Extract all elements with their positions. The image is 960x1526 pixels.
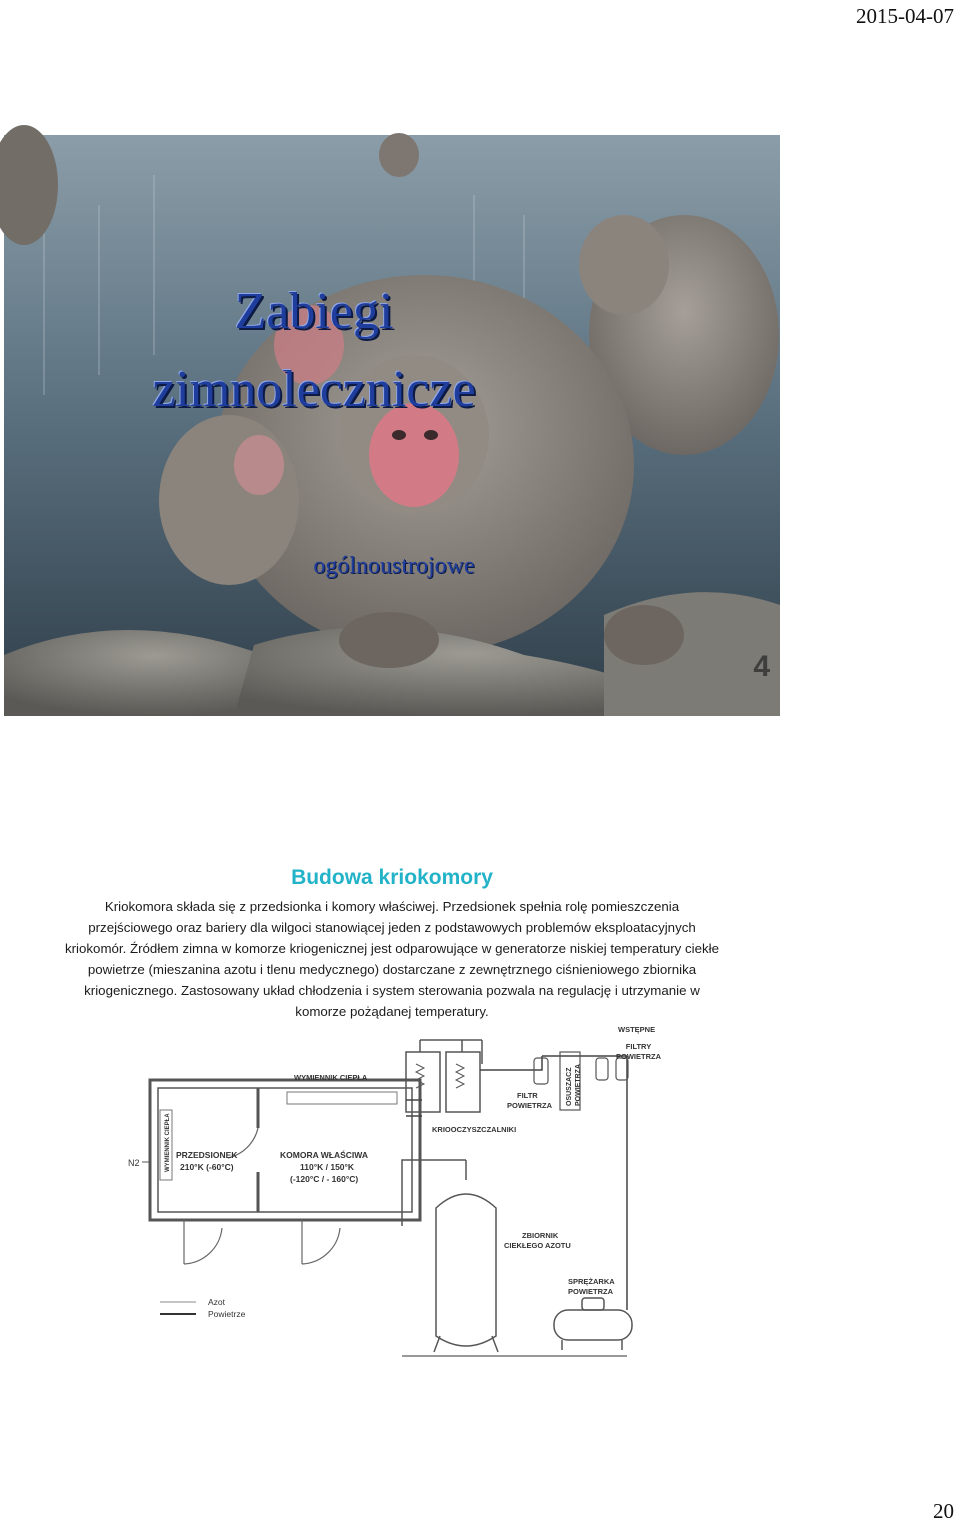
heat-exchanger-top-label: WYMIENNIK CIEPŁA (294, 1073, 368, 1082)
cryochamber-diagram (122, 1025, 682, 1380)
air-dryer-label-2: POWIETRZA (575, 1064, 582, 1106)
title-slide (4, 135, 780, 716)
heat-exchanger-side-label: WYMIENNIK CIEPŁA (165, 1113, 171, 1172)
air-dryer-label-1: OSUSZACZ (566, 1067, 573, 1106)
doors (184, 1128, 340, 1264)
slide2-body: Kriokomora składa się z przedsionka i komory właściwej. Przedsionek spełnia rolę pomieszczenia przejściowego oraz bariery dla wilgoci stanowiącej jeden z podstawowych problemów eksploatacyjnych kriokomór. Źródłem zimna w komorze kriogenicznej jest odparowujące w generatorze niskiej temperatury ciekłe powietrze (mieszanina azotu i tlenu medycznego) dostarczane z zewnętrznego ciśnieniowego zbiornika kriogenicznego. Zastosowany układ chłodzenia i system sterowania pozwala na regulację i utrzymanie w komorze pożądanej temperatury. (64, 899, 720, 1019)
legend (160, 1297, 246, 1319)
nitrogen-tank (402, 1160, 627, 1356)
legend-powietrze: Powietrze (208, 1309, 246, 1319)
przedsionek-temp: 210°K (-60°C) (180, 1162, 234, 1172)
heat-exchanger-top (287, 1092, 397, 1104)
legend-azot: Azot (208, 1297, 226, 1307)
pre-filters-label-1: WSTĘPNE (618, 1025, 656, 1034)
header-date: 2015-04-07 (856, 4, 954, 28)
cryo-coolers (406, 1040, 482, 1112)
nitrogen-tank-label-2: CIEKŁEGO AZOTU (504, 1241, 571, 1250)
air-compressor-label-2: POWIETRZA (568, 1287, 613, 1296)
slide-subtitle: ogólnoustrojowe (313, 553, 475, 579)
cryo-coolers-label: KRIOOCZYSZCZALNIKI (432, 1125, 517, 1134)
air-filter (534, 1058, 548, 1084)
channel-logo: 4 (753, 650, 770, 683)
air-compressor-label-1: SPRĘŻARKA (568, 1277, 615, 1286)
komora-label: KOMORA WŁAŚCIWA (280, 1150, 368, 1160)
air-filter-label-1: FILTR (517, 1091, 538, 1100)
air-filter-label-2: POWIETRZA (507, 1101, 552, 1110)
nitrogen-tank-label-1: ZBIORNIK (522, 1231, 559, 1240)
pre-filters-label-extra (616, 1042, 661, 1062)
slide-title: Zabiegi zimnolecznicze (152, 283, 476, 418)
przedsionek-label: PRZEDSIONEK (176, 1150, 238, 1160)
air-compressor (554, 1298, 632, 1350)
pre-filters-label-3: POWIETRZA (616, 1052, 661, 1061)
slide2-title: Budowa kriokomory (291, 866, 493, 889)
pre-filters-label-2: FILTRY (625, 1042, 652, 1051)
komora-temp2: (-120°C / - 160°C) (290, 1174, 359, 1184)
n2-label: N2 (128, 1158, 140, 1168)
page-number: 20 (933, 1499, 954, 1523)
komora-temp1: 110°K / 150°K (300, 1162, 355, 1172)
kriokomora-slide (4, 862, 780, 1382)
